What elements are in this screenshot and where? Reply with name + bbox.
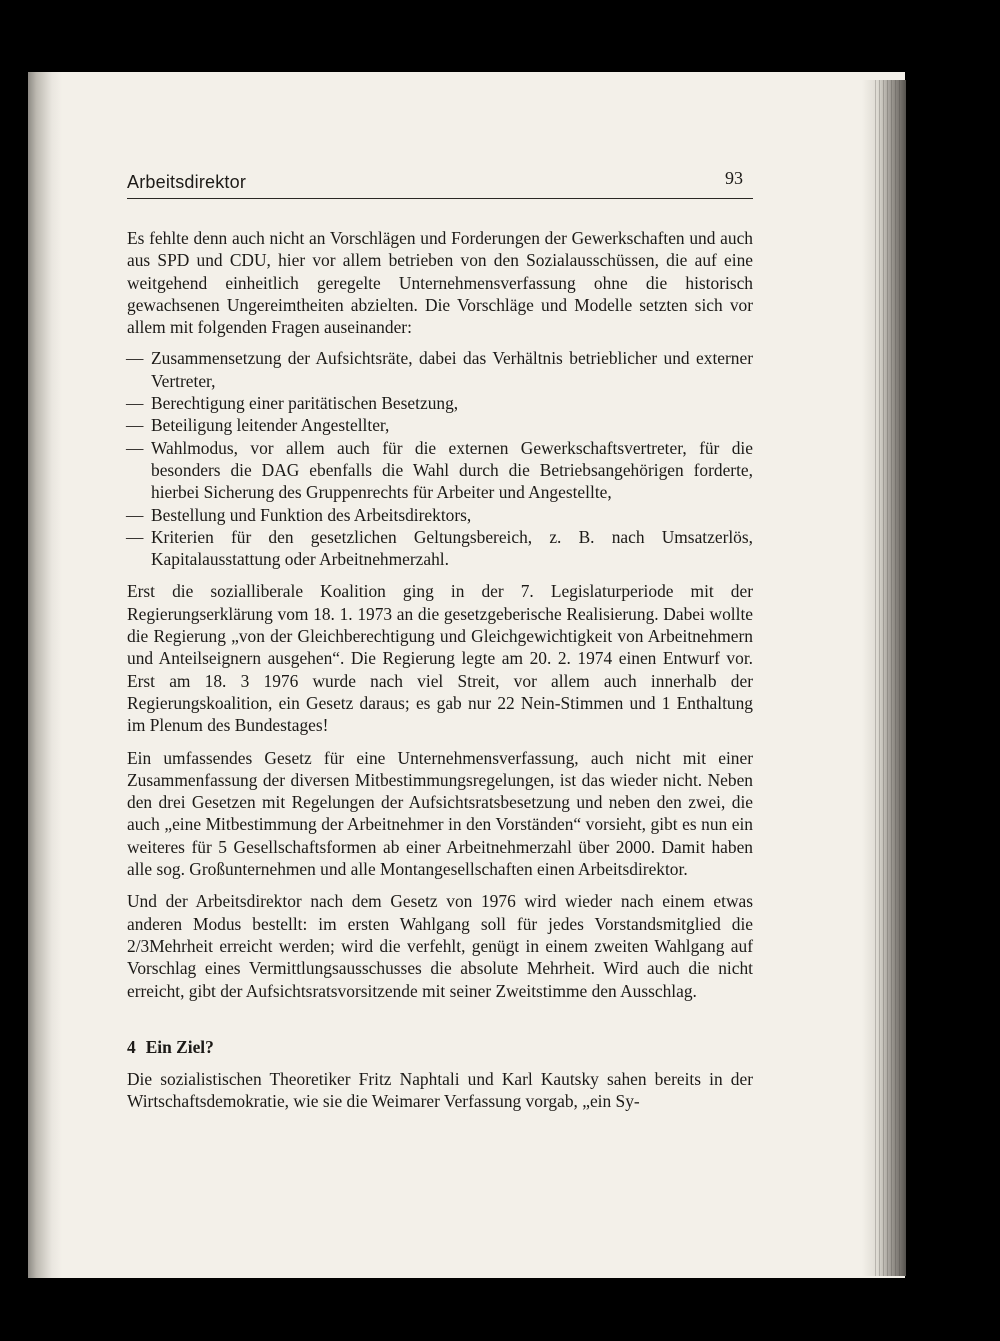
dash-marker: — — [126, 348, 144, 369]
list-item — [127, 347, 753, 392]
list-item-text: Wahlmodus, vor allem auch für die externen Gewerkschaftsvertreter, für die besonders die DAG ebenfalls die Wahl durch die Betriebsangehörigen forderte, hierbei Sicherung des Gruppenrechts für Arbeiter und Angestellte, — [151, 437, 753, 503]
list-item — [127, 437, 753, 504]
dash-marker: — — [126, 415, 144, 436]
paragraph: Erst die sozialliberale Koalition ging in der 7. Legislaturperiode mit der Regierungserklärung vom 18. 1. 1973 an die gesetzgeberische Realisierung. Dabei wollte die Regierung „von der Gleichberechtigung und Gleichgewichtigkeit von Arbeitnehmern und Anteilseignern ausgehen“. Die Regierung legte am 20. 2. 1974 einen Entwurf vor. Erst am 18. 3 1976 wurde nach viel Streit, vor allem auch innerhalb der Regierungskoalition, ein Gesetz daraus; es gab nur 22 Nein-Stimmen und 1 Enthaltung im Plenum des Bundestages! — [127, 581, 753, 736]
dash-marker: — — [126, 437, 144, 458]
paragraph: Ein umfassendes Gesetz für eine Unternehmensverfassung, auch nicht mit einer Zusammenfassung der diversen Mitbestimmungsregelungen, ist das wieder nicht. Neben den drei Gesetzen mit Regelungen der Aufsichtsratsbesetzung und neben den zwei, die auch „eine Mitbestimmung der Arbeitnehmer in den Vorständen“ vorsieht, gibt es nun ein weiteres für 5 Gesellschaftsformen ab einer Arbeitnehmerzahl über 2000. Damit haben alle sog. Großunternehmen und alle Montangesellschaften einen Arbeitsdirektor. — [127, 747, 753, 880]
list-item-text: Beteiligung leitender Angestellter, — [151, 415, 390, 436]
list-item-text: Zusammensetzung der Aufsichtsräte, dabei das Verhältnis betrieblicher und externer Vertreter, — [151, 348, 753, 391]
section-number: 4 — [127, 1036, 136, 1057]
paragraph: Und der Arbeitsdirektor nach dem Gesetz von 1976 wird wieder nach einem etwas anderen Modus bestellt: im ersten Wahlgang soll für jedes Vorstandsmitglied die 2/3Mehrheit erreicht werden; wird die verfehlt, genügt in einem zweiten Wahlgang auf Vorschlag eines Vermittlungsausschusses die absolute Mehrheit. Wird auch die nicht erreicht, gibt der Aufsichtsratsvorsitzende mit seiner Zweitstimme den Ausschlag. — [127, 891, 753, 1001]
page-number: 93 — [725, 168, 743, 188]
list-item — [127, 392, 753, 414]
list-item — [127, 504, 753, 526]
running-header — [127, 168, 753, 198]
section-heading — [127, 1036, 753, 1058]
list-item-text: Bestellung und Funktion des Arbeitsdirektors, — [151, 504, 472, 525]
page-gutter-shadow — [28, 72, 62, 1278]
list-item-text: Berechtigung einer paritätischen Besetzung, — [151, 393, 459, 414]
intro-paragraph: Es fehlte denn auch nicht an Vorschlägen und Forderungen der Gewerkschaften und auch aus SPD und CDU, hier vor allem betrieben von den Sozialausschüssen, die auf eine weitgehend einheitlich geregelte Unternehmensverfassung ohne die historisch gewachsenen Ungereimtheiten abzielten. Die Vorschläge und Modelle setzten sich vor allem mit folgenden Fragen auseinander: — [127, 228, 753, 338]
list-item — [127, 526, 753, 571]
paragraph: Die sozialistischen Theoretiker Fritz Naphtali und Karl Kautsky sahen bereits in der Wirtschaftsdemokratie, wie sie die Weimarer Verfassung vorgab, „ein Sy- — [127, 1068, 753, 1112]
dash-marker: — — [126, 393, 144, 414]
question-list — [127, 347, 753, 570]
dash-marker: — — [126, 504, 144, 525]
dash-marker: — — [126, 526, 144, 547]
list-item — [127, 414, 753, 436]
running-title: Arbeitsdirektor — [127, 172, 247, 192]
list-item-text: Kriterien für den gesetzlichen Geltungsbereich, z. B. nach Umsatzerlös, Kapitalausstattung oder Arbeitnehmerzahl. — [151, 526, 753, 570]
section-title: Ein Ziel? — [145, 1036, 214, 1057]
page-stack-edges — [872, 80, 902, 1276]
body-text — [127, 227, 753, 1112]
header-rule — [127, 198, 753, 199]
